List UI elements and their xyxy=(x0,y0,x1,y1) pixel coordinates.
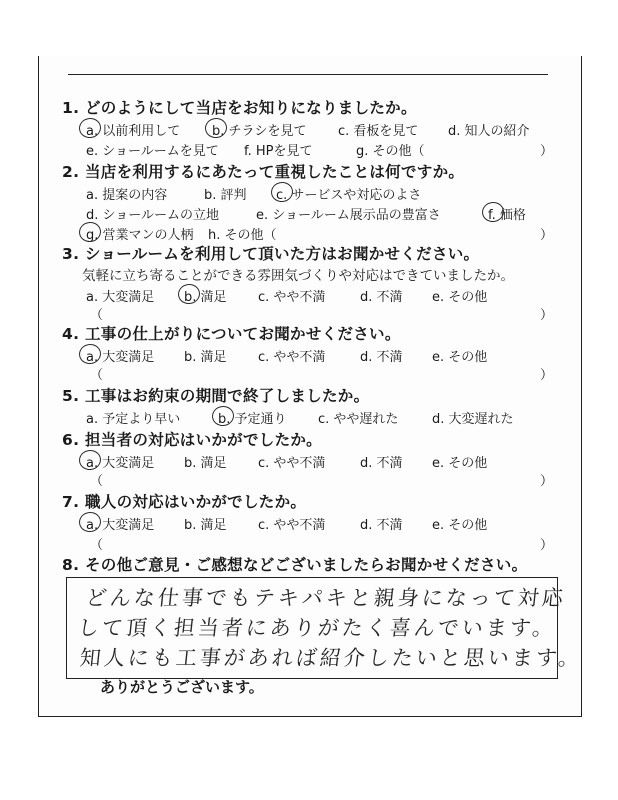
q1-option-d[interactable]: d. 知人の紹介 xyxy=(448,124,530,139)
q6-paren-close: ） xyxy=(540,474,554,489)
q6-option-d[interactable]: d. 不満 xyxy=(360,456,403,471)
q3-option-e[interactable]: e. その他 xyxy=(432,290,488,305)
q1-option-a[interactable]: a. 以前利用して xyxy=(86,124,181,139)
q1-title: 1. どのようにして当店をお知りになりましたか。 xyxy=(62,99,417,117)
q3-option-a[interactable]: a. 大変満足 xyxy=(86,290,155,305)
q5-option-d[interactable]: d. 大変遅れた xyxy=(432,412,514,427)
q3-option-c[interactable]: c. やや不満 xyxy=(258,290,326,305)
q3-paren-close: ） xyxy=(540,308,554,323)
q2-option-f[interactable]: f. 価格 xyxy=(488,208,526,223)
q3-option-d[interactable]: d. 不満 xyxy=(360,290,403,305)
q2-option-g[interactable]: g. 営業マンの人柄 xyxy=(86,228,194,243)
q1-option-f[interactable]: f. HPを見て xyxy=(244,144,313,159)
q2-option-a[interactable]: a. 提案の内容 xyxy=(86,188,168,203)
q6-option-e[interactable]: e. その他 xyxy=(432,456,488,471)
q7-option-e[interactable]: e. その他 xyxy=(432,518,488,533)
q7-paren-close: ） xyxy=(540,538,554,553)
q2-title: 2. 当店を利用するにあたって重視したことは何ですか。 xyxy=(62,163,465,181)
top-row-fragment xyxy=(68,60,548,75)
q3-subtitle: 気軽に立ち寄ることができる雰囲気づくりや対応はできていましたか。 xyxy=(82,268,514,284)
q1-option-c[interactable]: c. 看板を見て xyxy=(338,124,419,139)
handwritten-line-2: して頂く担当者にありがたく喜んでいます。 xyxy=(76,616,558,640)
thanks-text: ありがとうございます。 xyxy=(100,678,264,696)
q6-option-c[interactable]: c. やや不満 xyxy=(258,456,326,471)
q7-option-d[interactable]: d. 不満 xyxy=(360,518,403,533)
q3-paren-open: （ xyxy=(90,308,104,323)
q8-title: 8. その他ご意見・ご感想などございましたらお聞かせください。 xyxy=(62,556,528,574)
handwritten-line-3: 知人にも工事があれば紹介したいと思います。 xyxy=(78,646,584,670)
handwritten-line-1: どんな仕事でもテキパキと親身になって対応 xyxy=(84,586,568,610)
q1-option-e[interactable]: e. ショールームを見て xyxy=(86,144,219,159)
q5-option-b[interactable]: b. 予定通り xyxy=(218,412,287,427)
q6-option-b[interactable]: b. 満足 xyxy=(184,456,227,471)
q1-option-b[interactable]: b. チラシを見て xyxy=(212,124,307,139)
q6-title: 6. 担当者の対応はいかがでしたか。 xyxy=(62,431,322,449)
q2-option-h[interactable]: h. その他（ xyxy=(208,228,277,243)
q7-option-b[interactable]: b. 満足 xyxy=(184,518,227,533)
q1-paren-close: ） xyxy=(540,144,554,159)
q4-option-c[interactable]: c. やや不満 xyxy=(258,350,326,365)
q7-title: 7. 職人の対応はいかがでしたか。 xyxy=(62,493,307,511)
q6-option-a[interactable]: a. 大変満足 xyxy=(86,456,155,471)
q4-option-a[interactable]: a. 大変満足 xyxy=(86,350,155,365)
q7-option-c[interactable]: c. やや不満 xyxy=(258,518,326,533)
q4-paren-close: ） xyxy=(540,368,554,383)
q5-option-c[interactable]: c. やや遅れた xyxy=(318,412,399,427)
q7-paren-open: （ xyxy=(90,538,104,553)
q2-option-d[interactable]: d. ショールームの立地 xyxy=(86,208,219,223)
q4-paren-open: （ xyxy=(90,368,104,383)
q6-paren-open: （ xyxy=(90,474,104,489)
q1-option-g[interactable]: g. その他（ xyxy=(356,144,425,159)
q3-option-b[interactable]: b. 満足 xyxy=(184,290,227,305)
q4-title: 4. 工事の仕上がりについてお聞かせください。 xyxy=(62,325,401,343)
q2-paren-close: ） xyxy=(540,228,554,243)
q5-option-a[interactable]: a. 予定より早い xyxy=(86,412,181,427)
q7-option-a[interactable]: a. 大変満足 xyxy=(86,518,155,533)
q3-title: 3. ショールームを利用して頂いた方はお聞かせください。 xyxy=(62,245,480,263)
q5-title: 5. 工事はお約束の期間で終了しましたか。 xyxy=(62,387,370,405)
q4-option-d[interactable]: d. 不満 xyxy=(360,350,403,365)
q4-option-e[interactable]: e. その他 xyxy=(432,350,488,365)
q4-option-b[interactable]: b. 満足 xyxy=(184,350,227,365)
q2-option-e[interactable]: e. ショールーム展示品の豊富さ xyxy=(256,208,441,223)
q2-option-c[interactable]: c. サービスや対応のよさ xyxy=(276,188,422,203)
q2-option-b[interactable]: b. 評判 xyxy=(204,188,247,203)
